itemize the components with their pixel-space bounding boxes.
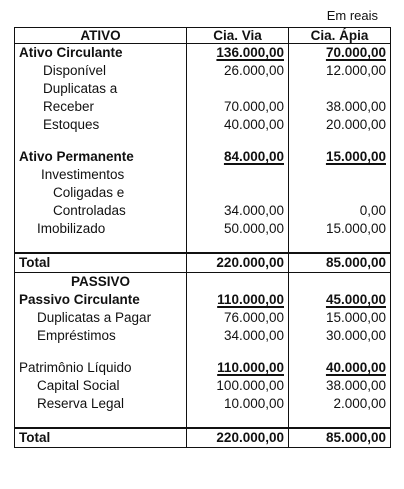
label-ativo-circulante: Ativo Circulante: [15, 44, 187, 63]
value-apia-ativo-permanente: 15.000,00: [325, 149, 386, 164]
row-duplicatas-receber-1: [15, 80, 391, 98]
label-passivo-circulante: Passivo Circulante: [15, 291, 187, 309]
row-investimentos-2: [15, 184, 391, 202]
header-ativo: ATIVO: [15, 28, 187, 44]
value-via-investimentos: 34.000,00: [187, 202, 289, 220]
value-apia-patrimonio-liquido: 40.000,00: [325, 360, 386, 375]
label-disponivel: Disponível: [15, 62, 187, 80]
section-passivo: PASSIVO: [15, 273, 187, 292]
label-duplicatas-receber-1: Duplicatas a: [15, 80, 187, 98]
row-investimentos-1: [15, 166, 391, 184]
value-apia-emprestimos: 30.000,00: [289, 327, 391, 345]
row-total-passivo: [15, 428, 391, 448]
value-via-total-ativo: 220.000,00: [187, 253, 289, 273]
header-row: [15, 28, 391, 44]
value-apia-total-ativo: 85.000,00: [289, 253, 391, 273]
row-capital-social: [15, 377, 391, 395]
label-estoques: Estoques: [15, 116, 187, 134]
row-passivo-circulante: [15, 291, 391, 309]
label-investimentos-2: Coligadas e: [15, 184, 187, 202]
row-disponivel: [15, 62, 391, 80]
label-capital-social: Capital Social: [15, 377, 187, 395]
label-emprestimos: Empréstimos: [15, 327, 187, 345]
row-duplicatas-receber-2: [15, 98, 391, 116]
value-via-duplicatas-pagar: 76.000,00: [187, 309, 289, 327]
value-apia-reserva-legal: 2.000,00: [289, 395, 391, 413]
value-apia-estoques: 20.000,00: [289, 116, 391, 134]
value-via-estoques: 40.000,00: [187, 116, 289, 134]
value-apia-total-passivo: 85.000,00: [289, 428, 391, 448]
row-duplicatas-pagar: [15, 309, 391, 327]
value-apia-investimentos: 0,00: [289, 202, 391, 220]
value-via-capital-social: 100.000,00: [187, 377, 289, 395]
value-via-disponivel: 26.000,00: [187, 62, 289, 80]
value-via-ativo-permanente: 84.000,00: [223, 149, 284, 164]
label-duplicatas-receber-2: Receber: [15, 98, 187, 116]
label-investimentos-1: Investimentos: [15, 166, 187, 184]
value-via-emprestimos: 34.000,00: [187, 327, 289, 345]
label-ativo-permanente: Ativo Permanente: [15, 148, 187, 166]
label-duplicatas-pagar: Duplicatas a Pagar: [15, 309, 187, 327]
row-estoques: [15, 116, 391, 134]
header-cia-apia: Cia. Ápia: [289, 28, 391, 44]
value-apia-passivo-circulante: 45.000,00: [325, 292, 386, 307]
label-imobilizado: Imobilizado: [15, 220, 187, 238]
row-passivo-heading: [15, 273, 391, 292]
row-ativo-circulante: [15, 44, 391, 63]
value-via-imobilizado: 50.000,00: [187, 220, 289, 238]
value-apia-disponivel: 12.000,00: [289, 62, 391, 80]
value-apia-capital-social: 38.000,00: [289, 377, 391, 395]
row-reserva-legal: [15, 395, 391, 413]
label-reserva-legal: Reserva Legal: [15, 395, 187, 413]
label-investimentos-3: Controladas: [15, 202, 187, 220]
value-apia-duplicatas-receber: 38.000,00: [289, 98, 391, 116]
label-total-ativo: Total: [15, 253, 187, 273]
row-emprestimos: [15, 327, 391, 345]
balance-sheet-table: [14, 27, 391, 448]
row-total-ativo: [15, 253, 391, 273]
value-via-reserva-legal: 10.000,00: [187, 395, 289, 413]
row-imobilizado: [15, 220, 391, 238]
header-cia-via: Cia. Via: [187, 28, 289, 44]
row-ativo-permanente: [15, 148, 391, 166]
row-patrimonio-liquido: [15, 359, 391, 377]
value-via-passivo-circulante: 110.000,00: [217, 292, 284, 307]
value-apia-duplicatas-pagar: 15.000,00: [289, 309, 391, 327]
value-via-duplicatas-receber: 70.000,00: [187, 98, 289, 116]
label-total-passivo: Total: [15, 428, 187, 448]
unit-label: Em reais: [326, 8, 378, 23]
value-via-total-passivo: 220.000,00: [187, 428, 289, 448]
value-apia-imobilizado: 15.000,00: [289, 220, 391, 238]
label-patrimonio-liquido: Patrimônio Líquido: [15, 359, 187, 377]
row-investimentos-3: [15, 202, 391, 220]
value-apia-ativo-circulante: 70.000,00: [325, 45, 386, 60]
value-via-patrimonio-liquido: 110.000,00: [217, 360, 284, 375]
value-via-ativo-circulante: 136.000,00: [216, 45, 284, 60]
